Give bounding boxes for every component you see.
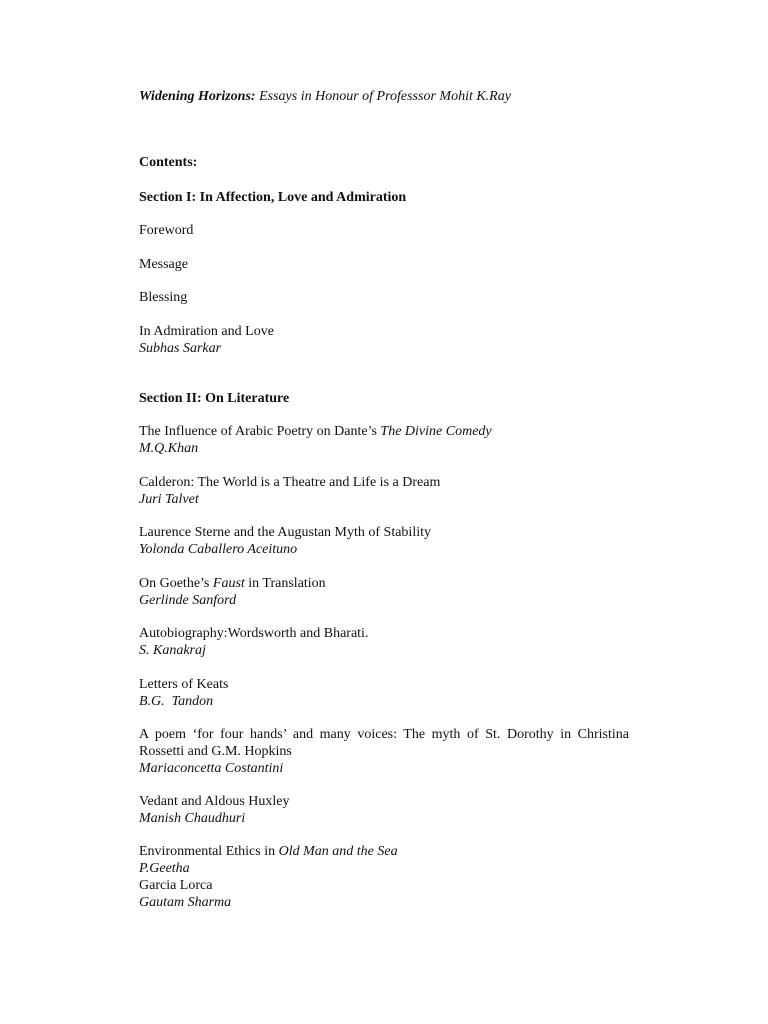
entry-author: Gerlinde Sanford [139,593,237,608]
entry-title-text: The Influence of Arabic Poetry on Dante’s [139,424,381,439]
entry-title: Autobiography:Wordsworth and Bharati. [139,626,369,641]
entry-author: Yolonda Caballero Aceituno [139,542,298,557]
entry-author: Subhas Sarkar [139,341,222,356]
entry-title-text: Environmental Ethics in [139,844,279,859]
entry-title: Vedant and Aldous Huxley [139,794,290,809]
entry-title-work: The Divine Comedy [380,424,492,439]
entry-author: P.Geetha [139,861,190,876]
entry-author: Mariaconcetta Costantini [139,761,284,776]
entry-title [139,843,398,860]
section-2-heading: Section II: On Literature [139,391,290,406]
entry-title: Garcia Lorca [139,878,213,893]
entry-title [139,423,492,440]
entry-title [139,575,326,592]
entry-author: M.Q.Khan [139,441,199,456]
entry-title: Blessing [139,290,188,305]
book-title-subtitle: Essays in Honour of Professsor Mohit K.Ray [259,89,511,104]
entry-author: B.G. Tandon [139,694,214,709]
book-title [139,88,511,105]
entry-title: Calderon: The World is a Theatre and Life is a Dream [139,475,441,490]
document-page [139,0,629,1024]
entry-title: In Admiration and Love [139,324,274,339]
section-1-heading: Section I: In Affection, Love and Admiration [139,190,407,205]
entry-title: A poem ‘for four hands’ and many voices: The myth of St. Dorothy in Christina Rossetti and G.M. Hopkins [139,727,629,759]
entry-title-text: On Goethe’s [139,576,213,591]
entry-title: Laurence Sterne and the Augustan Myth of Stability [139,525,431,540]
entry-author: S. Kanakraj [139,643,206,658]
entry-title: Letters of Keats [139,677,229,692]
entry-title-text: in Translation [244,576,326,591]
contents-label: Contents: [139,155,198,170]
book-title-main: Widening Horizons: [139,89,256,104]
entry-title: Foreword [139,223,194,238]
entry-author: Manish Chaudhuri [139,811,246,826]
entry-title-work: Faust [212,576,245,591]
entry-title-work: Old Man and the Sea [278,844,398,859]
entry-author: Gautam Sharma [139,895,232,910]
entry-title: Message [139,257,188,272]
entry-author: Juri Talvet [139,492,199,507]
